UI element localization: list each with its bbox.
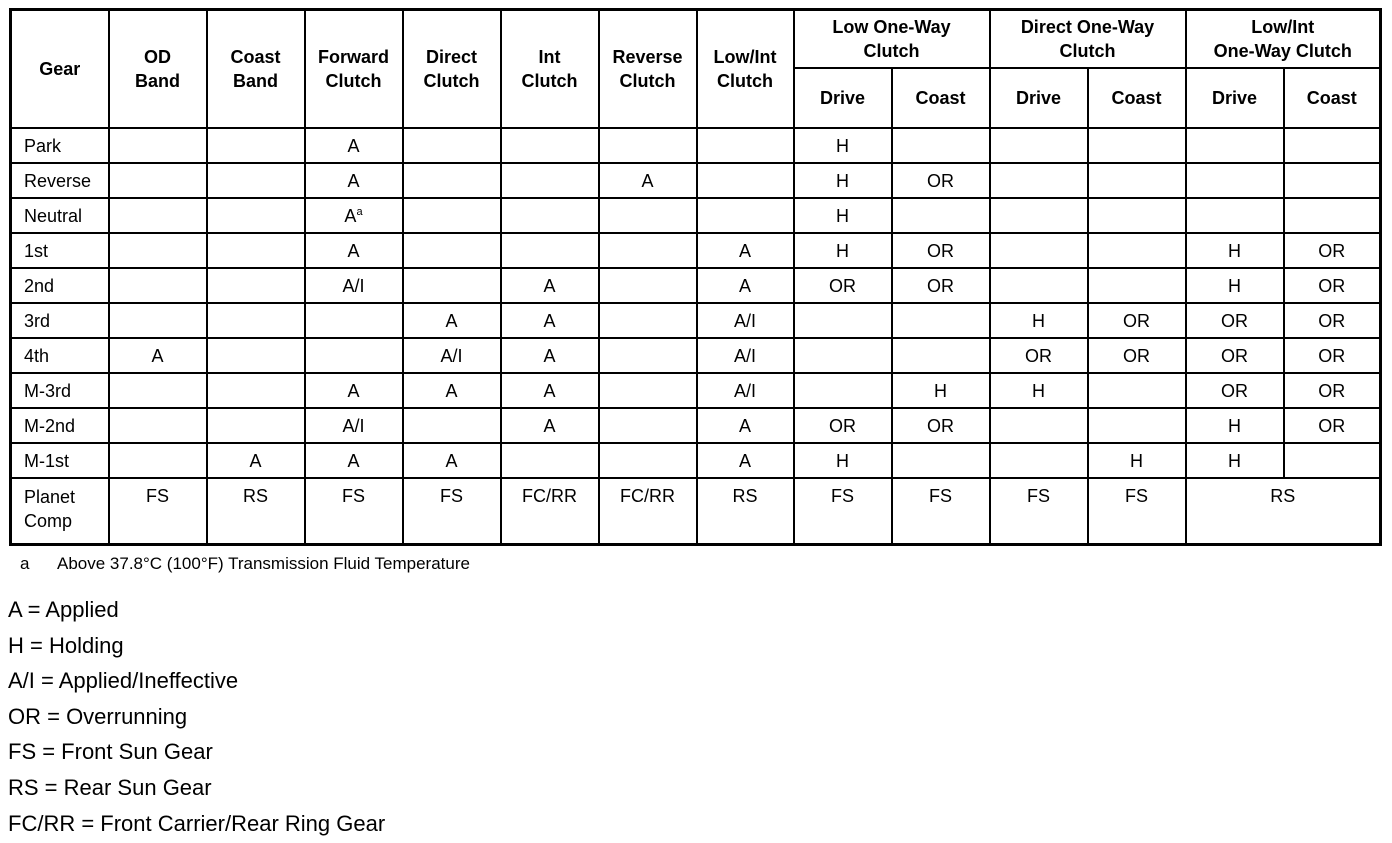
table-cell: H — [1186, 233, 1284, 268]
table-cell — [599, 443, 697, 478]
table-cell — [697, 128, 794, 163]
table-cell: H — [1186, 268, 1284, 303]
table-cell — [1088, 408, 1186, 443]
table-cell: OR — [892, 163, 990, 198]
table-cell: H — [794, 443, 892, 478]
table-cell: A — [305, 163, 403, 198]
table-cell — [599, 303, 697, 338]
table-cell — [501, 443, 599, 478]
legend-item: FS = Front Sun Gear — [8, 739, 213, 765]
header-low-one-way-clutch-text: Low One-Way Clutch — [832, 17, 951, 61]
planet-cell: FS — [990, 478, 1088, 545]
table-cell — [501, 233, 599, 268]
table-cell: OR — [1186, 338, 1284, 373]
table-cell: A/I — [305, 268, 403, 303]
table-cell — [599, 233, 697, 268]
table-cell: A — [403, 443, 501, 478]
footnote-text: Above 37.8°C (100°F) Transmission Fluid Temperature — [57, 554, 470, 573]
header-low-one-way-clutch — [794, 10, 990, 69]
header-direct-one-way-coast: Coast — [1088, 68, 1186, 128]
planet-cell: FS — [305, 478, 403, 545]
table-cell: H — [990, 373, 1088, 408]
legend-item: FC/RR = Front Carrier/Rear Ring Gear — [8, 810, 386, 836]
table-cell — [599, 373, 697, 408]
table-cell — [1284, 163, 1381, 198]
table-cell — [1088, 128, 1186, 163]
table-cell: OR — [1284, 338, 1381, 373]
header-forward-clutch-text: Forward Clutch — [317, 47, 389, 91]
table-row — [11, 128, 1381, 163]
table-cell — [1088, 163, 1186, 198]
footnote-marker: a — [356, 205, 363, 218]
planet-comp-label — [11, 478, 109, 545]
table-cell — [403, 233, 501, 268]
planet-comp-label-text: Planet Comp — [24, 487, 76, 531]
header-od-band-text: OD Band — [135, 47, 180, 91]
table-cell — [109, 303, 207, 338]
legend-item: H = Holding — [8, 632, 124, 658]
planet-cell: FS — [1088, 478, 1186, 545]
table-row — [11, 268, 1381, 303]
table-cell — [990, 128, 1088, 163]
footnote-letter: a — [20, 554, 30, 573]
table-cell — [207, 303, 305, 338]
header-od-band — [109, 10, 207, 129]
table-cell — [990, 268, 1088, 303]
table-cell: A/I — [697, 338, 794, 373]
table-cell — [1088, 198, 1186, 233]
table-cell — [990, 443, 1088, 478]
table-cell — [305, 338, 403, 373]
table-cell: A — [305, 443, 403, 478]
header-forward-clutch — [305, 10, 403, 129]
table-row — [11, 198, 1381, 233]
table-cell: H — [794, 163, 892, 198]
gear-label: 4th — [11, 338, 109, 373]
planet-comp-row — [11, 478, 1381, 545]
table-cell: OR — [1284, 303, 1381, 338]
planet-cell-low-int-one-way: RS — [1186, 478, 1381, 545]
table-cell: OR — [1284, 408, 1381, 443]
table-cell — [1088, 233, 1186, 268]
table-cell — [599, 268, 697, 303]
table-cell — [697, 198, 794, 233]
table-cell — [1284, 443, 1381, 478]
table-cell — [990, 233, 1088, 268]
planet-cell: FS — [794, 478, 892, 545]
table-cell — [892, 443, 990, 478]
table-cell: OR — [1186, 303, 1284, 338]
header-coast-band — [207, 10, 305, 129]
table-cell: A/I — [305, 408, 403, 443]
table-cell — [403, 268, 501, 303]
table-cell: OR — [1088, 338, 1186, 373]
header-low-int-one-way-clutch-text: Low/Int One-Way Clutch — [1213, 17, 1352, 61]
table-cell: OR — [794, 268, 892, 303]
planet-cell: RS — [697, 478, 794, 545]
table-cell — [403, 198, 501, 233]
header-direct-clutch — [403, 10, 501, 129]
legend — [8, 594, 385, 843]
header-low-int-one-way-drive: Drive — [1186, 68, 1284, 128]
table-cell — [990, 408, 1088, 443]
header-int-clutch-text: Int Clutch — [521, 47, 578, 91]
table-cell — [403, 163, 501, 198]
table-cell — [599, 128, 697, 163]
cell-value: A — [344, 205, 357, 226]
table-row — [11, 338, 1381, 373]
header-low-one-way-coast: Coast — [892, 68, 990, 128]
table-row — [11, 303, 1381, 338]
table-row — [11, 233, 1381, 268]
table-cell: H — [1088, 443, 1186, 478]
table-cell — [1284, 128, 1381, 163]
table-cell — [501, 128, 599, 163]
gear-label: M-1st — [11, 443, 109, 478]
table-row — [11, 163, 1381, 198]
gear-label: Reverse — [11, 163, 109, 198]
table-row — [11, 408, 1381, 443]
table-row — [11, 443, 1381, 478]
table-cell: OR — [990, 338, 1088, 373]
table-cell: A — [305, 128, 403, 163]
table-cell: OR — [892, 408, 990, 443]
table-cell — [599, 338, 697, 373]
table-cell — [892, 128, 990, 163]
table-cell — [207, 268, 305, 303]
gear-label: M-3rd — [11, 373, 109, 408]
gear-label: 2nd — [11, 268, 109, 303]
planet-cell: FS — [403, 478, 501, 545]
table-cell — [207, 408, 305, 443]
table-cell: A — [599, 163, 697, 198]
table-cell: OR — [1284, 268, 1381, 303]
table-cell — [109, 128, 207, 163]
table-cell — [305, 198, 403, 233]
table-cell: H — [892, 373, 990, 408]
table-cell — [794, 303, 892, 338]
table-cell: H — [794, 198, 892, 233]
table-cell — [207, 233, 305, 268]
header-direct-one-way-clutch — [990, 10, 1186, 69]
table-cell: A — [501, 408, 599, 443]
footnote — [20, 554, 470, 574]
table-cell — [599, 408, 697, 443]
table-cell — [109, 233, 207, 268]
table-cell: A — [697, 443, 794, 478]
table-cell: A — [697, 408, 794, 443]
planet-cell: FS — [892, 478, 990, 545]
table-cell: A — [109, 338, 207, 373]
table-row — [11, 373, 1381, 408]
table-cell — [501, 198, 599, 233]
planet-cell: RS — [207, 478, 305, 545]
header-low-int-clutch-text: Low/Int Clutch — [713, 47, 777, 91]
header-direct-clutch-text: Direct Clutch — [423, 47, 480, 91]
table-cell: A — [207, 443, 305, 478]
table-cell — [892, 338, 990, 373]
table-cell: H — [794, 233, 892, 268]
table-cell — [207, 163, 305, 198]
header-direct-one-way-drive: Drive — [990, 68, 1088, 128]
table-cell — [599, 198, 697, 233]
table-cell: OR — [1186, 373, 1284, 408]
table-cell — [207, 373, 305, 408]
gear-label: Neutral — [11, 198, 109, 233]
table-cell — [990, 198, 1088, 233]
table-cell — [794, 373, 892, 408]
table-body — [11, 128, 1381, 478]
table-cell: A — [697, 233, 794, 268]
table-cell — [892, 303, 990, 338]
table-cell — [109, 443, 207, 478]
header-low-one-way-drive: Drive — [794, 68, 892, 128]
legend-item: RS = Rear Sun Gear — [8, 774, 212, 800]
table-cell — [697, 163, 794, 198]
table-cell: A/I — [697, 303, 794, 338]
table-cell: A — [403, 373, 501, 408]
table-cell: H — [794, 128, 892, 163]
table-cell: A — [501, 338, 599, 373]
table-cell — [109, 268, 207, 303]
table-cell: OR — [794, 408, 892, 443]
table-cell: A — [697, 268, 794, 303]
table-cell — [1186, 128, 1284, 163]
header-gear: Gear — [11, 10, 109, 129]
table-cell — [403, 408, 501, 443]
gear-label: M-2nd — [11, 408, 109, 443]
table-cell — [305, 303, 403, 338]
header-low-int-clutch — [697, 10, 794, 129]
table-cell: H — [1186, 443, 1284, 478]
table-cell: H — [1186, 408, 1284, 443]
legend-item: A/I = Applied/Ineffective — [8, 668, 239, 694]
table-cell: OR — [1284, 373, 1381, 408]
header-coast-band-text: Coast Band — [230, 47, 281, 91]
table-cell — [1284, 198, 1381, 233]
header-reverse-clutch-text: Reverse Clutch — [612, 47, 683, 91]
planet-cell: FC/RR — [599, 478, 697, 545]
table-cell: A — [501, 303, 599, 338]
header-low-int-one-way-coast: Coast — [1284, 68, 1381, 128]
table-cell — [109, 408, 207, 443]
table-cell: A — [305, 233, 403, 268]
table-cell: OR — [1284, 233, 1381, 268]
table-cell: OR — [892, 268, 990, 303]
table-cell: H — [990, 303, 1088, 338]
gear-label: 1st — [11, 233, 109, 268]
table-cell: A — [305, 373, 403, 408]
header-low-int-one-way-clutch — [1186, 10, 1381, 69]
header-direct-one-way-clutch-text: Direct One-Way Clutch — [1020, 17, 1155, 61]
table-cell: OR — [892, 233, 990, 268]
table-cell: A/I — [697, 373, 794, 408]
table-cell — [207, 128, 305, 163]
table-cell — [1088, 373, 1186, 408]
table-cell — [109, 163, 207, 198]
table-cell — [207, 338, 305, 373]
planet-cell: FS — [109, 478, 207, 545]
header-int-clutch — [501, 10, 599, 129]
table-cell: OR — [1088, 303, 1186, 338]
header-reverse-clutch — [599, 10, 697, 129]
table-cell — [1186, 163, 1284, 198]
table-cell: A/I — [403, 338, 501, 373]
legend-item: A = Applied — [8, 597, 119, 622]
table-cell — [403, 128, 501, 163]
gear-label: 3rd — [11, 303, 109, 338]
clutch-application-table — [9, 8, 1382, 546]
table-cell: A — [501, 373, 599, 408]
table-cell — [501, 163, 599, 198]
table-cell — [207, 198, 305, 233]
table-cell — [990, 163, 1088, 198]
table-cell — [109, 373, 207, 408]
table-cell — [109, 198, 207, 233]
table-cell: A — [403, 303, 501, 338]
table-cell — [1088, 268, 1186, 303]
table-cell — [794, 338, 892, 373]
table-cell: A — [501, 268, 599, 303]
table-cell — [892, 198, 990, 233]
gear-label: Park — [11, 128, 109, 163]
planet-cell: FC/RR — [501, 478, 599, 545]
table-cell — [1186, 198, 1284, 233]
legend-item: OR = Overrunning — [8, 703, 188, 729]
